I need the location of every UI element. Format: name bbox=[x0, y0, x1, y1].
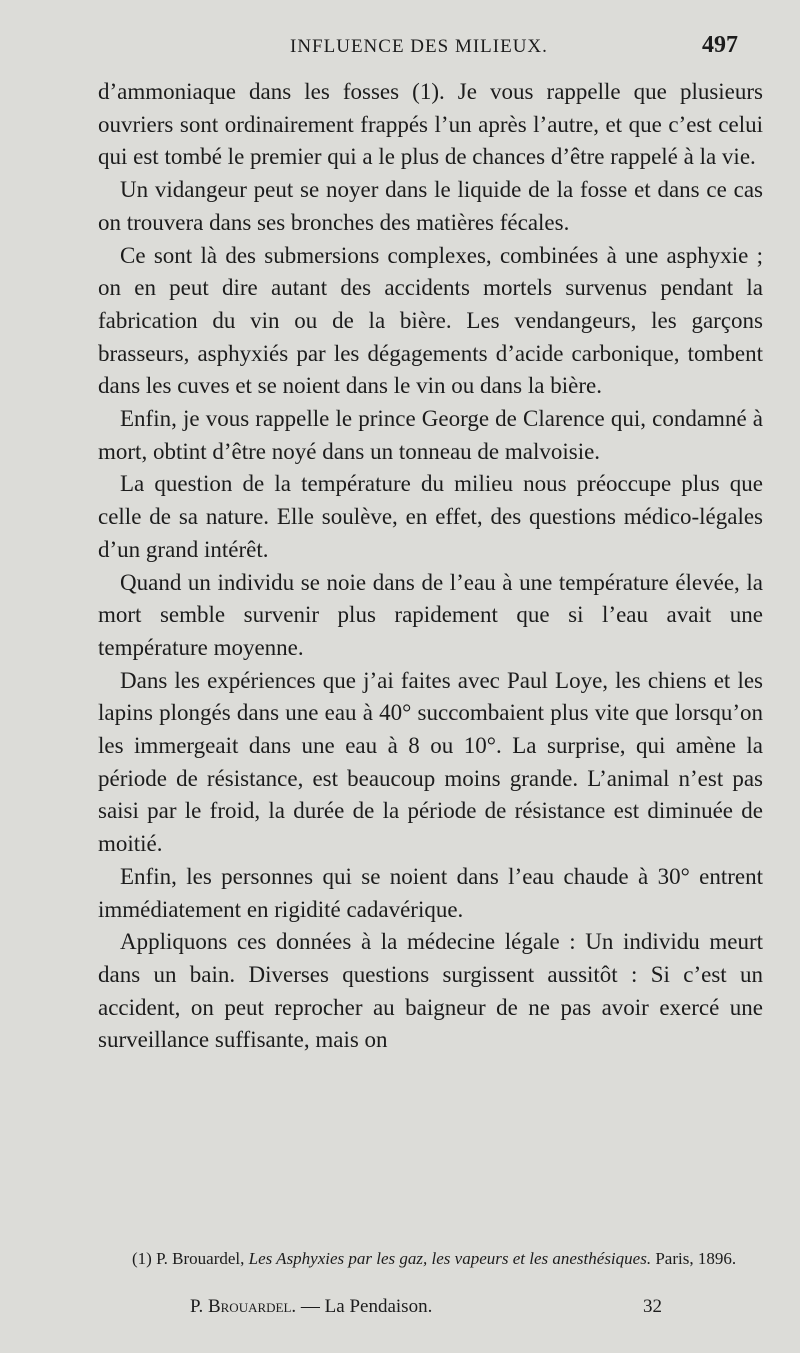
paragraph: Appliquons ces données à la médecine légale : Un individu meurt dans un bain. Diverses questions surgissent aussitôt : Si c’est un accident, on peut reprocher au baigneur de ne pas avoir exercé une surveillance suffisante, mais on bbox=[98, 929, 763, 1053]
signature-line bbox=[0, 1296, 800, 1326]
signature-author: P. Brouardel. bbox=[190, 1296, 297, 1317]
paragraph: La question de la température du milieu nous préoccupe plus que celle de sa nature. Elle soulève, en effet, des questions médico-légales d’un grand intérêt. bbox=[98, 471, 763, 562]
sheet-number: 32 bbox=[643, 1296, 662, 1317]
paragraph: Ce sont là des submersions complexes, combinées à une asphyxie ; on en peut dire autant des accidents mortels survenus pendant la fabrication du vin ou de la bière. Les vendangeurs, les garçons brasseurs, asphyxiés par les dégagements d’acide carbonique, tombent dans les cuves et se noient dans le vin ou dans la bière. bbox=[98, 242, 763, 399]
footnote-author: P. Brouardel, bbox=[156, 1249, 245, 1268]
page-header bbox=[0, 32, 800, 66]
running-title: INFLUENCE DES MILIEUX. bbox=[290, 36, 548, 57]
footnote-publication: Paris, 1896. bbox=[655, 1249, 737, 1268]
signature-book: La Pendaison. bbox=[324, 1296, 433, 1317]
paragraph: Quand un individu se noie dans de l’eau à une température élevée, la mort semble survenir plus rapidement que si l’eau avait une température moyenne. bbox=[98, 569, 763, 660]
page-number: 497 bbox=[702, 32, 738, 58]
paragraph: Dans les expériences que j’ai faites avec Paul Loye, les chiens et les lapins plongés dans une eau à 40° succombaient plus vite que lorsqu’on les immergeait dans une eau à 8 ou 10°. La surprise, qui amène la période de résistance, est beaucoup moins grande. L’animal n’est pas saisi par le froid, la durée de la période de résistance est diminuée de moitié. bbox=[98, 667, 763, 857]
paragraph: Un vidangeur peut se noyer dans le liquide de la fosse et dans ce cas on trouvera dans ses bronches des matières fécales. bbox=[98, 177, 763, 235]
footnote bbox=[108, 1246, 763, 1271]
paragraph: d’ammoniaque dans les fosses (1). Je vous rappelle que plusieurs ouvriers sont ordinairement frappés l’un après l’autre, et que c’est celui qui est tombé le premier qui a le plus de chances d’être rappelé à la vie. bbox=[98, 79, 763, 170]
paragraph: Enfin, les personnes qui se noient dans l’eau chaude à 30° entrent immédiatement en rigidité cadavérique. bbox=[98, 863, 763, 922]
paragraph: Enfin, je vous rappelle le prince George de Clarence qui, condamné à mort, obtint d’être noyé dans un tonneau de malvoisie. bbox=[98, 406, 763, 464]
footnote-work-title: Les Asphyxies par les gaz, les vapeurs et les anesthésiques. bbox=[248, 1249, 652, 1268]
body-text bbox=[98, 76, 763, 1057]
signature-separator: — bbox=[300, 1296, 320, 1317]
footnote-marker: (1) bbox=[132, 1249, 152, 1268]
